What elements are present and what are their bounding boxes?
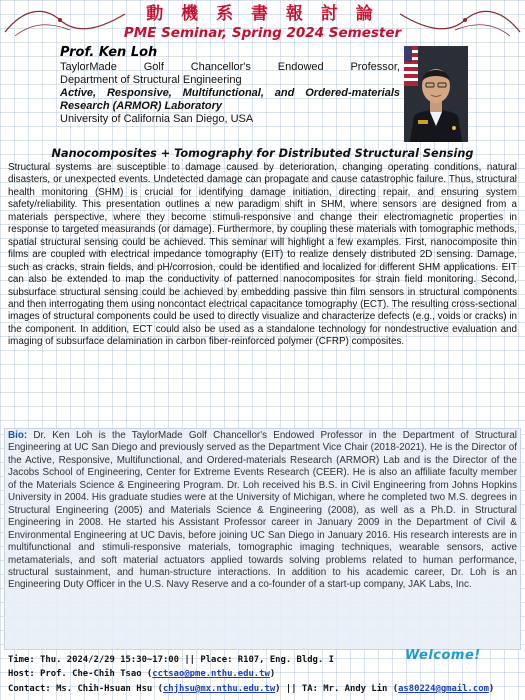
- bio-label: Bio:: [8, 430, 28, 441]
- speaker-photo-icon: [404, 46, 468, 142]
- page-title-chinese: 動 機 系 書 報 討 論: [146, 4, 379, 24]
- host-line: Host: Prof. Che-Chih Tsao (cctsao@pme.nthu.edu.tw): [8, 669, 276, 680]
- speaker-department: Department of Structural Engineering: [60, 74, 242, 86]
- ta-email-link[interactable]: as80224@gmail.com: [398, 683, 489, 694]
- speaker-name: Prof. Ken Loh: [60, 45, 158, 60]
- contact-email-link[interactable]: chjhsu@mx.nthu.edu.tw: [162, 683, 276, 694]
- speaker-info: [60, 44, 400, 126]
- bio-body: Dr. Ken Loh is the TaylorMade Golf Chancellor's Endowed Professor in the Department of Structural Engineering at UC San Diego and previously served as the Department Vice Chair (2018-2021). He is the Director of the Active, Responsive, Multifunctional, and Ordered-materials Research (ARMOR) Lab and is the Director of the Jacobs School of Engineering, Center for Extreme Events Research (CEER). He is also an affiliate faculty member of the Materials Science & Engineering Program. Dr. Loh received his B.S. in Civil Engineering from Johns Hopkins University in 2004. His graduate studies were at the University of Michigan, where he completed two M.S. degrees in Structural Engineering (2005) and Materials Science & Engineering (2008), as well as a Ph.D. in Structural Engineering in 2008. He started his Assistant Professor career in January 2009 in the Department of Civil & Environmental Engineering at UC Davis, before joining UC San Diego in January 2016. His research interests are in multifunctional and stimuli-responsive materials, tomographic imaging techniques, wearable sensors, active metamaterials, and soft material actuators applied towards solving problems related to human performance, structural sustainment, and human-structure interactions. In addition to his academic career, Dr. Loh is an Engineering Duty Officer in the U.S. Navy Reserve and a co-founder of a start-up company, JAK Labs, Inc.: [8, 430, 517, 591]
- speaker-lab-line1: Active, Responsive, Multifunctional, and Ordered-materials: [60, 87, 400, 99]
- header: [0, 4, 525, 42]
- seminar-subtitle: PME Seminar, Spring 2024 Semester: [123, 25, 402, 41]
- speaker-university: University of California San Diego, USA: [60, 113, 254, 125]
- host-email-link[interactable]: cctsao@pme.nthu.edu.tw: [152, 669, 270, 680]
- time-place-line: Time: Thu. 2024/2/29 15:30~17:00 || Place: R107, Eng. Bldg. I: [8, 655, 334, 665]
- talk-title: Nanocomposites + Tomography for Distributed Structural Sensing: [51, 147, 474, 160]
- speaker-position: TaylorMade Golf Chancellor's Endowed Professor,: [60, 61, 400, 73]
- contact-line: Contact: Ms. Chih-Hsuan Hsu (chjhsu@mx.nthu.edu.tw) || TA: Mr. Andy Lin (as80224@gmail.com): [8, 683, 495, 694]
- speaker-lab-line2: Research (ARMOR) Laboratory: [60, 100, 222, 112]
- talk-abstract: Structural systems are susceptible to damage caused by deterioration, changing operating conditions, natural disasters, or unexpected events. Undetected damage can propagate and cause catastrophic failure. Thus, structural health monitoring (SHM) is crucial for identifying damage initiation, directing repair, and ensuring system safety/reliability. This presentation outlines a new paradigm shift in SHM, where sensors are designed from a materials perspective, where they become stimuli-responsive and change their electromagnetic properties in response to targeted measurands (or damage). Furthermore, by coupling these materials with tomographic methods, spatial structural sensing could be achieved. This seminar will highlight a few examples. First, nanocomposite thin films are coupled with electrical impedance tomography (EIT) to realize densely distributed 2D sensing. Damage, such as cracks, strain fields, and pH/corrosion, could be identified and localized for different SHM applications. EIT can also be extended to map the conductivity of patterned nanocomposites for strain field monitoring. Second, subsurface structural sensing could be achieved by embedding passive thin film sensors in structural components and then interrogating them using noncontact electrical capacitance tomography (ECT). The resulting cross-sectional images of structural components could be used to directly visualize and characterize defects (e.g., voids or cracks) in the component. In addition, ECT could also be used as a standalone technology for nondestructive evaluation and imaging of subsurface delamination in carbon fiber-reinforced polymer (CFRP) composites.: [8, 162, 517, 348]
- speaker-photo: [404, 46, 468, 142]
- welcome-text: Welcome!: [405, 648, 481, 663]
- bio-text: [8, 430, 517, 592]
- us-flag-icon: [404, 46, 418, 86]
